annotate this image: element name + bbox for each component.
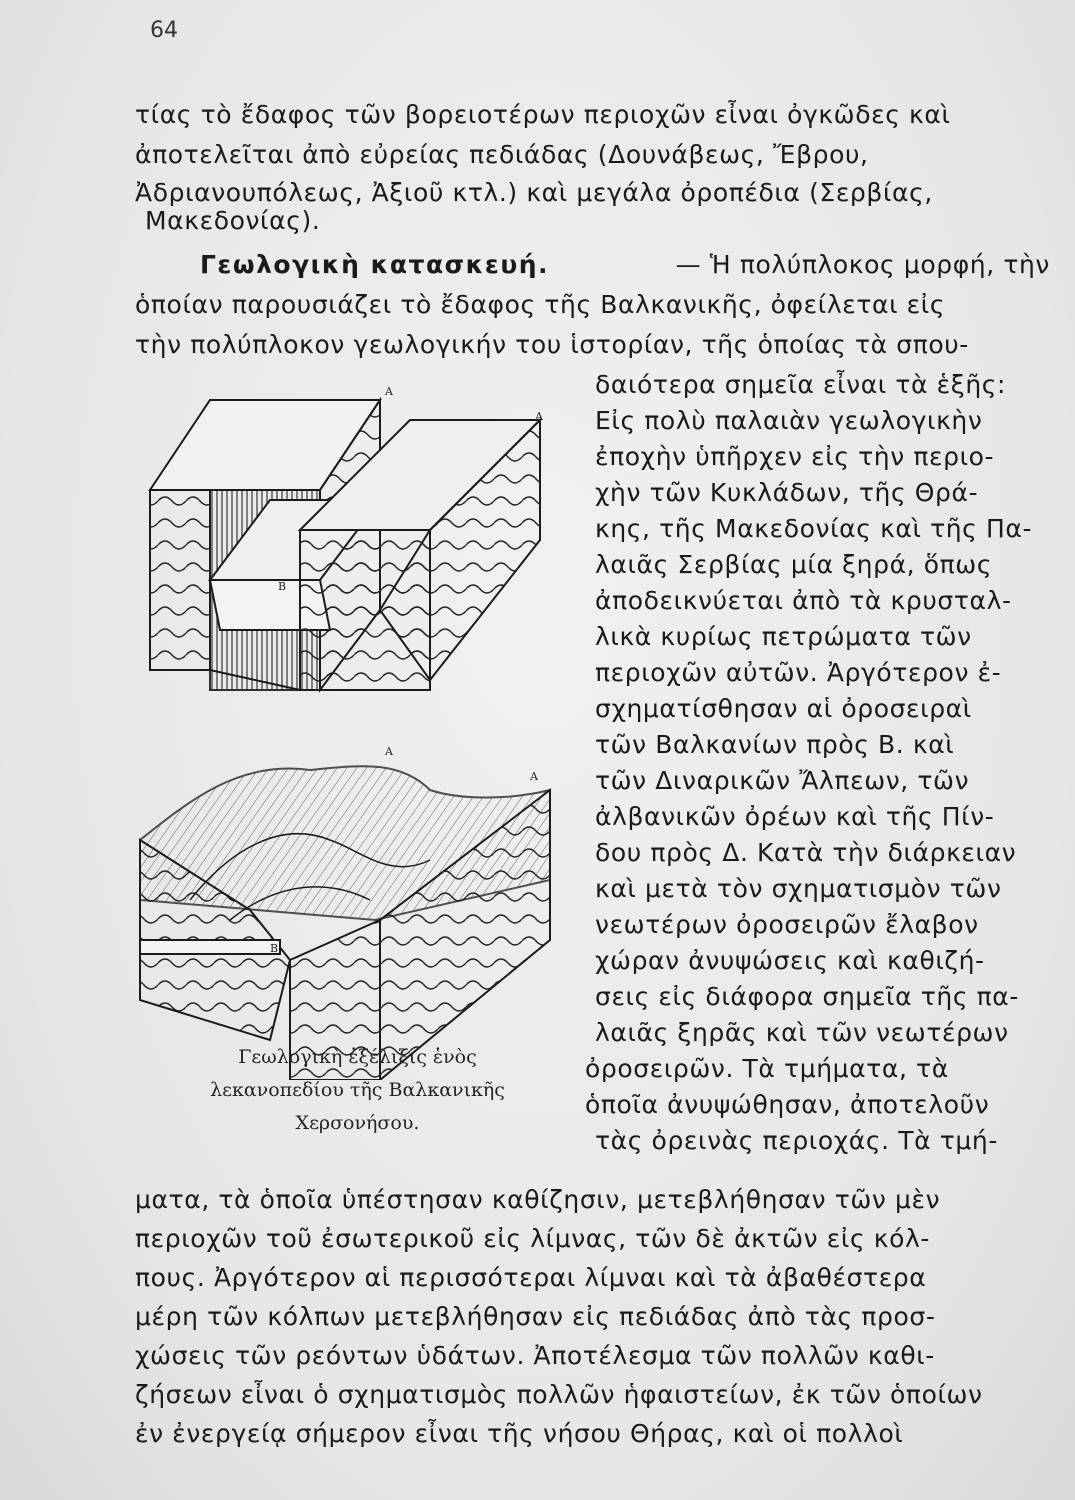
block-diagram-lower xyxy=(140,766,550,1080)
figure-label-a: Α xyxy=(535,410,543,423)
text-line: μέρη τῶν κόλπων μετεβλήθησαν εἰς πεδιάδας ἀπὸ τὰς προσ- xyxy=(135,1302,936,1331)
side-text-line: λικὰ κυρίως πετρώματα τῶν xyxy=(595,622,972,651)
figure-label-b: Β xyxy=(278,580,287,593)
text-line: πους. Ἀργότερον αἱ περισσότεραι λίμναι καὶ τὰ ἀβαθέστερα xyxy=(135,1263,927,1292)
side-text-line: τῶν Βαλκανίων πρὸς Β. καὶ xyxy=(595,730,955,759)
side-text-line: ὀροσειρῶν. Τὰ τμήματα, τὰ xyxy=(585,1054,949,1083)
figure-caption-line: Χερσονήσου. xyxy=(295,1112,420,1134)
text-line: τίας τὸ ἔδαφος τῶν βορειοτέρων περιοχῶν εἶναι ὀγκῶδες καὶ xyxy=(135,100,951,129)
side-text-line: σχηματίσθησαν αἱ ὀροσειραὶ xyxy=(595,694,972,723)
side-text-line: ὁποῖα ἀνυψώθησαν, ἀποτελοῦν xyxy=(585,1090,990,1119)
side-text-line: λαιᾶς Σερβίας μία ξηρά, ὅπως xyxy=(595,550,993,579)
block-diagram-upper xyxy=(150,400,540,690)
text-line: Μακεδονίας). xyxy=(145,206,321,235)
text-line: ματα, τὰ ὁποῖα ὑπέστησαν καθίζησιν, μετεβλήθησαν τῶν μὲν xyxy=(135,1185,941,1214)
figure-caption-line: λεκανοπεδίου τῆς Βαλκανικῆς xyxy=(210,1079,505,1101)
figure-caption-line: Γεωλογικὴ ἐξέλιξις ἑνὸς xyxy=(238,1046,477,1068)
text-line: ὁποίαν παρουσιάζει τὸ ἔδαφος τῆς Βαλκανικῆς, ὀφείλεται εἰς xyxy=(135,290,946,319)
figure-label-a: Α xyxy=(385,745,393,758)
text-line: ζήσεων εἶναι ὁ σχηματισμὸς πολλῶν ἡφαιστείων, ἐκ τῶν ὁποίων xyxy=(135,1380,983,1409)
text-line: ἐν ἐνεργείᾳ σήμερον εἶναι τῆς νήσου Θήρας, καὶ οἱ πολλοὶ xyxy=(135,1419,904,1448)
side-text-line: νεωτέρων ὀροσειρῶν ἔλαβον xyxy=(595,910,979,939)
text-line: χώσεις τῶν ρεόντων ὑδάτων. Ἀποτέλεσμα τῶν πολλῶν καθι- xyxy=(135,1341,935,1370)
section-heading-line xyxy=(200,250,1050,280)
figure-label-a: Α xyxy=(385,385,393,398)
page-number: 64 xyxy=(150,18,178,43)
side-text-line: χὴν τῶν Κυκλάδων, τῆς Θρά- xyxy=(595,478,979,507)
figure-label-b: Β xyxy=(270,942,279,955)
side-text-line: τῶν Διναρικῶν Ἄλπεων, τῶν xyxy=(595,766,970,795)
geology-figure xyxy=(130,380,570,1080)
text-line: ἀποτελεῖται ἀπὸ εὐρείας πεδιάδας (Δουνάβεως, Ἔβρου, xyxy=(135,140,869,169)
side-text-line: κης, τῆς Μακεδονίας καὶ τῆς Πα- xyxy=(595,514,1033,543)
section-heading: Γεωλογικὴ κατασκευή. xyxy=(200,250,549,279)
side-text-line: τὰς ὀρεινὰς περιοχάς. Τὰ τμή- xyxy=(595,1126,998,1155)
side-text-line: Εἰς πολὺ παλαιὰν γεωλογικὴν xyxy=(595,406,983,435)
side-text-line: δου πρὸς Δ. Κατὰ τὴν διάρκειαν xyxy=(595,838,1017,867)
text-line: περιοχῶν τοῦ ἐσωτερικοῦ εἰς λίμνας, τῶν δὲ ἀκτῶν εἰς κόλ- xyxy=(135,1224,931,1253)
side-text-line: ἀποδεικνύεται ἀπὸ τὰ κρυσταλ- xyxy=(595,586,1012,615)
side-text-line: σεις εἰς διάφορα σημεῖα τῆς πα- xyxy=(595,982,1020,1011)
side-text-line: ἐποχὴν ὑπῆρχεν εἰς τὴν περιο- xyxy=(595,442,995,471)
side-text-line: χώραν ἀνυψώσεις καὶ καθιζή- xyxy=(595,946,985,975)
side-text-line: λαιᾶς ξηρᾶς καὶ τῶν νεωτέρων xyxy=(595,1018,1009,1047)
side-text-line: δαιότερα σημεῖα εἶναι τὰ ἑξῆς: xyxy=(595,370,1007,399)
text-line: τὴν πολύπλοκον γεωλογικήν του ἱστορίαν, τῆς ὁποίας τὰ σπου- xyxy=(135,330,969,359)
side-text-line: ἀλβανικῶν ὀρέων καὶ τῆς Πίν- xyxy=(595,802,995,831)
heading-continuation: — Ἡ πολύπλοκος μορφή, τὴν xyxy=(675,250,1050,279)
figure-label-a: Α xyxy=(530,770,538,783)
side-text-line: περιοχῶν αὐτῶν. Ἀργότερον ἐ- xyxy=(595,658,1002,687)
text-line: Ἀδριανουπόλεως, Ἀξιοῦ κτλ.) καὶ μεγάλα ὀροπέδια (Σερβίας, xyxy=(135,178,933,207)
side-text-line: καὶ μετὰ τὸν σχηματισμὸν τῶν xyxy=(595,874,1002,903)
